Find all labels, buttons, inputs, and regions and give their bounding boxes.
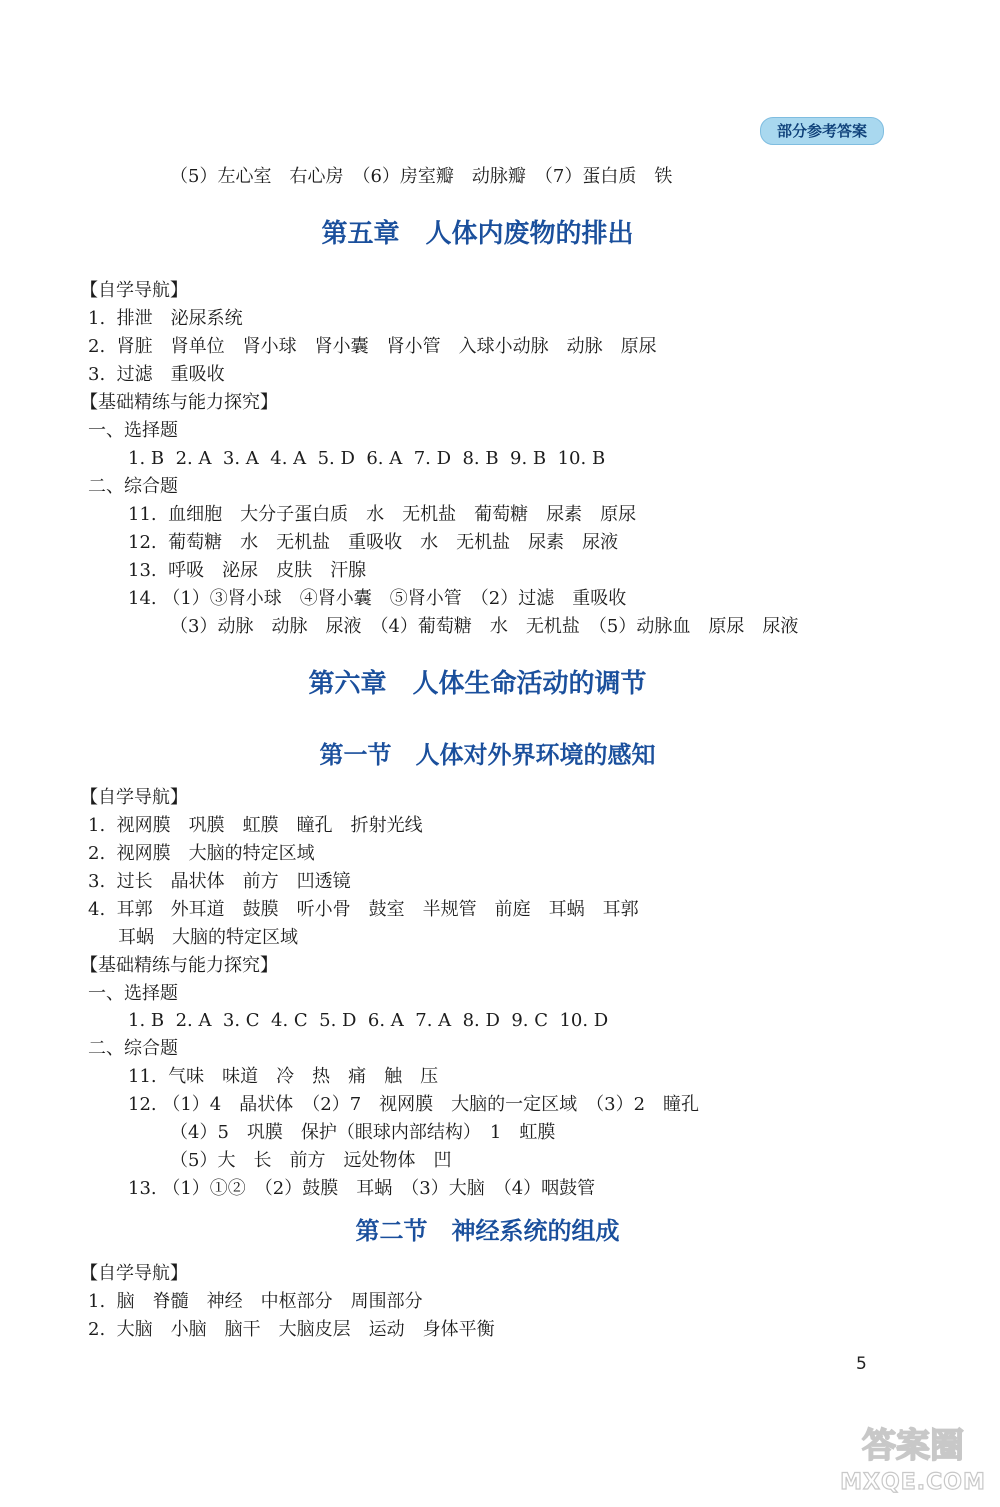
ch6s1-self-study-3: 3. 过长 晶状体 前方 凹透镜	[88, 871, 351, 892]
ch5-practice-label: 【基础精练与能力探究】	[80, 392, 278, 413]
ch5-self-study-1: 1. 排泄 泌尿系统	[88, 308, 243, 329]
ch5-choice-label: 一、选择题	[88, 420, 178, 441]
ch5-comprehensive-label: 二、综合题	[88, 476, 178, 497]
page-number: 5	[856, 1354, 867, 1374]
ch5-self-study-label: 【自学导航】	[80, 280, 188, 301]
ch6s1-self-study-2: 2. 视网膜 大脑的特定区域	[88, 843, 315, 864]
ch5-comprehensive-14: 14. （1）③肾小球 ④肾小囊 ⑤肾小管 （2）过滤 重吸收	[128, 588, 627, 609]
ch6s1-practice-label: 【基础精练与能力探究】	[80, 955, 278, 976]
answer-section-badge: 部分参考答案	[760, 117, 884, 145]
ch6s1-comprehensive-12-cont-a: （4）5 巩膜 保护（眼球内部结构） 1 虹膜	[170, 1122, 556, 1143]
ch6s1-self-study-4-cont: 耳蜗 大脑的特定区域	[118, 927, 298, 948]
ch5-self-study-3: 3. 过滤 重吸收	[88, 364, 225, 385]
ch6s2-self-study-2: 2. 大脑 小脑 脑干 大脑皮层 运动 身体平衡	[88, 1319, 495, 1340]
ch6-section1-title: 第一节 人体对外界环境的感知	[319, 741, 656, 769]
ch5-choice-answers: 1. B 2. A 3. A 4. A 5. D 6. A 7. D 8. B 9. B 10. B	[128, 448, 606, 469]
ch6s2-self-study-label: 【自学导航】	[80, 1263, 188, 1284]
ch6s1-comprehensive-13: 13. （1）①② （2）鼓膜 耳蜗 （3）大脑 （4）咽鼓管	[128, 1178, 596, 1199]
ch6s1-comprehensive-label: 二、综合题	[88, 1038, 178, 1059]
svg-text:MXQE.COM: MXQE.COM	[840, 1470, 986, 1495]
ch6s1-comprehensive-11: 11. 气味 味道 冷 热 痛 触 压	[128, 1066, 439, 1087]
ch6-section2-title: 第二节 神经系统的组成	[355, 1217, 620, 1245]
chapter5-title: 第五章 人体内废物的排出	[321, 219, 634, 249]
ch5-self-study-2: 2. 肾脏 肾单位 肾小球 肾小囊 肾小管 入球小动脉 动脉 原尿	[88, 336, 657, 357]
ch5-comprehensive-14-cont: （3）动脉 动脉 尿液 （4）葡萄糖 水 无机盐 （5）动脉血 原尿 尿液	[170, 616, 799, 637]
watermark-logo	[838, 1419, 988, 1497]
ch6s1-choice-label: 一、选择题	[88, 983, 178, 1004]
ch6s1-comprehensive-12: 12. （1）4 晶状体 （2）7 视网膜 大脑的一定区域 （3）2 瞳孔	[128, 1094, 700, 1115]
top-answer-line: （5）左心室 右心房 （6）房室瓣 动脉瓣 （7）蛋白质 铁	[170, 166, 673, 187]
ch5-comprehensive-13: 13. 呼吸 泌尿 皮肤 汗腺	[128, 560, 367, 581]
ch5-comprehensive-11: 11. 血细胞 大分子蛋白质 水 无机盐 葡萄糖 尿素 原尿	[128, 504, 637, 525]
svg-text:答案圈: 答案圈	[862, 1426, 964, 1466]
ch5-comprehensive-12: 12. 葡萄糖 水 无机盐 重吸收 水 无机盐 尿素 尿液	[128, 532, 619, 553]
chapter6-title: 第六章 人体生命活动的调节	[308, 669, 647, 699]
ch6s2-self-study-1: 1. 脑 脊髓 神经 中枢部分 周围部分	[88, 1291, 423, 1312]
ch6s1-self-study-1: 1. 视网膜 巩膜 虹膜 瞳孔 折射光线	[88, 815, 423, 836]
ch6s1-self-study-4: 4. 耳郭 外耳道 鼓膜 听小骨 鼓室 半规管 前庭 耳蜗 耳郭	[88, 899, 639, 920]
ch6s1-choice-answers: 1. B 2. A 3. C 4. C 5. D 6. A 7. A 8. D 9. C 10. D	[128, 1010, 609, 1031]
ch6s1-self-study-label: 【自学导航】	[80, 787, 188, 808]
ch6s1-comprehensive-12-cont-b: （5）大 长 前方 远处物体 凹	[170, 1150, 452, 1171]
